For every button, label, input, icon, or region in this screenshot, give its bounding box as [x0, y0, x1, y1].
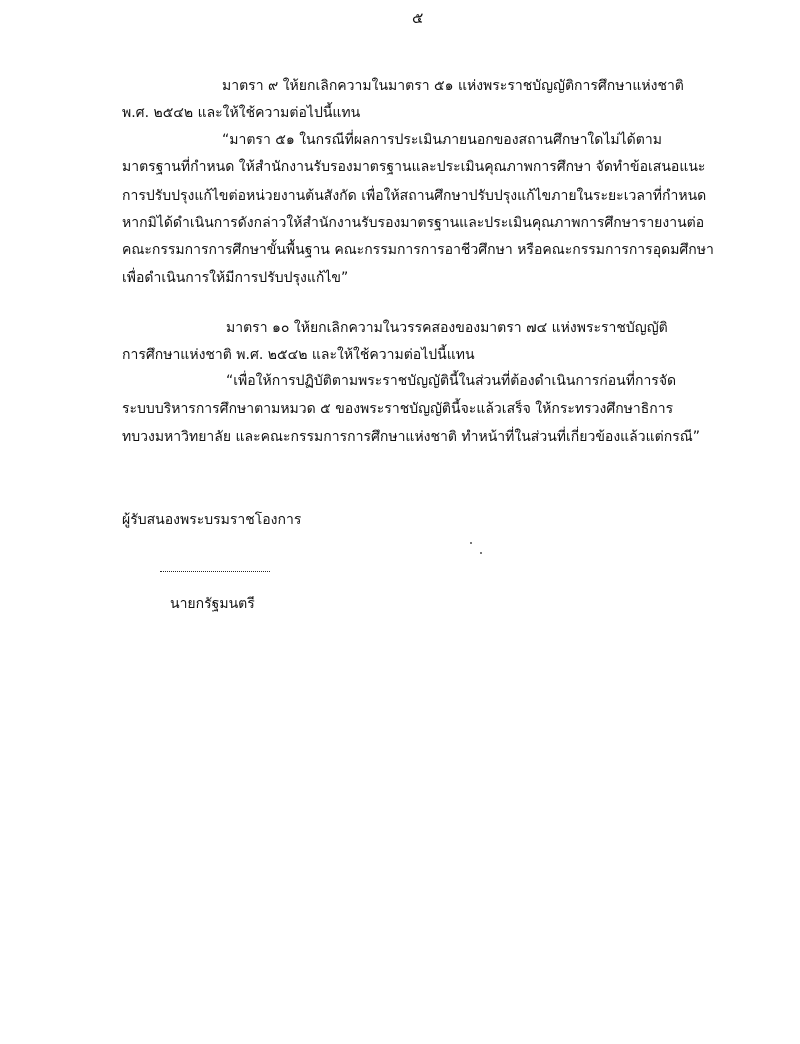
section9-quote-line: คณะกรรมการการศึกษาขั้นพื้นฐาน คณะกรรมการการอาชีวศึกษา หรือคณะกรรมการการอุดมศึกษา — [122, 242, 714, 258]
section10-quote-line: ทบวงมหาวิทยาลัย และคณะกรรมการการศึกษาแห่งชาติ ทำหน้าที่ในส่วนที่เกี่ยวข้องแล้วแต่กรณี” — [122, 429, 700, 445]
section9-quote-line: “มาตรา ๕๑ ในกรณีที่ผลการประเมินภายนอกของสถานศึกษาใดไม่ได้ตาม — [222, 132, 662, 148]
section9-quote-line: การปรับปรุงแก้ไขต่อหน่วยงานต้นสังกัด เพื่อให้สถานศึกษาปรับปรุงแก้ไขภายในระยะเวลาที่กำหนด — [122, 188, 707, 204]
scan-speck — [480, 552, 482, 554]
section10-line1: มาตรา ๑๐ ให้ยกเลิกความในวรรคสองของมาตรา ๗๔ แห่งพระราชบัญญัติ — [226, 320, 668, 336]
signature-line — [160, 565, 270, 572]
section10-quote-line: “เพื่อให้การปฏิบัติตามพระราชบัญญัตินี้ในส่วนที่ต้องดำเนินการก่อนที่การจัด — [226, 373, 677, 389]
section10-quote-line: ระบบบริหารการศึกษาตามหมวด ๕ ของพระราชบัญญัตินี้จะแล้วเสร็จ ให้กระทรวงศึกษาธิการ — [122, 401, 674, 417]
scan-speck — [470, 542, 472, 544]
section9-quote-line: มาตรฐานที่กำหนด ให้สำนักงานรับรองมาตรฐานและประเมินคุณภาพการศึกษา จัดทำข้อเสนอแนะ — [122, 159, 706, 175]
section10-line2: การศึกษาแห่งชาติ พ.ศ. ๒๕๔๒ และให้ใช้ความต่อไปนี้แทน — [122, 347, 475, 363]
countersign-label: ผู้รับสนองพระบรมราชโองการ — [122, 512, 302, 528]
section9-line1: มาตรา ๙ ให้ยกเลิกความในมาตรา ๕๑ แห่งพระราชบัญญัติการศึกษาแห่งชาติ — [222, 78, 684, 94]
signature-title: นายกรัฐมนตรี — [170, 596, 255, 612]
section9-quote-line: หากมิได้ดำเนินการดังกล่าวให้สำนักงานรับรองมาตรฐานและประเมินคุณภาพการศึกษารายงานต่อ — [122, 215, 705, 231]
section9-line2: พ.ศ. ๒๕๔๒ และให้ใช้ความต่อไปนี้แทน — [122, 105, 361, 121]
section9-quote-line: เพื่อดำเนินการให้มีการปรับปรุงแก้ไข” — [122, 270, 349, 286]
page-number: ๕ — [412, 9, 424, 27]
